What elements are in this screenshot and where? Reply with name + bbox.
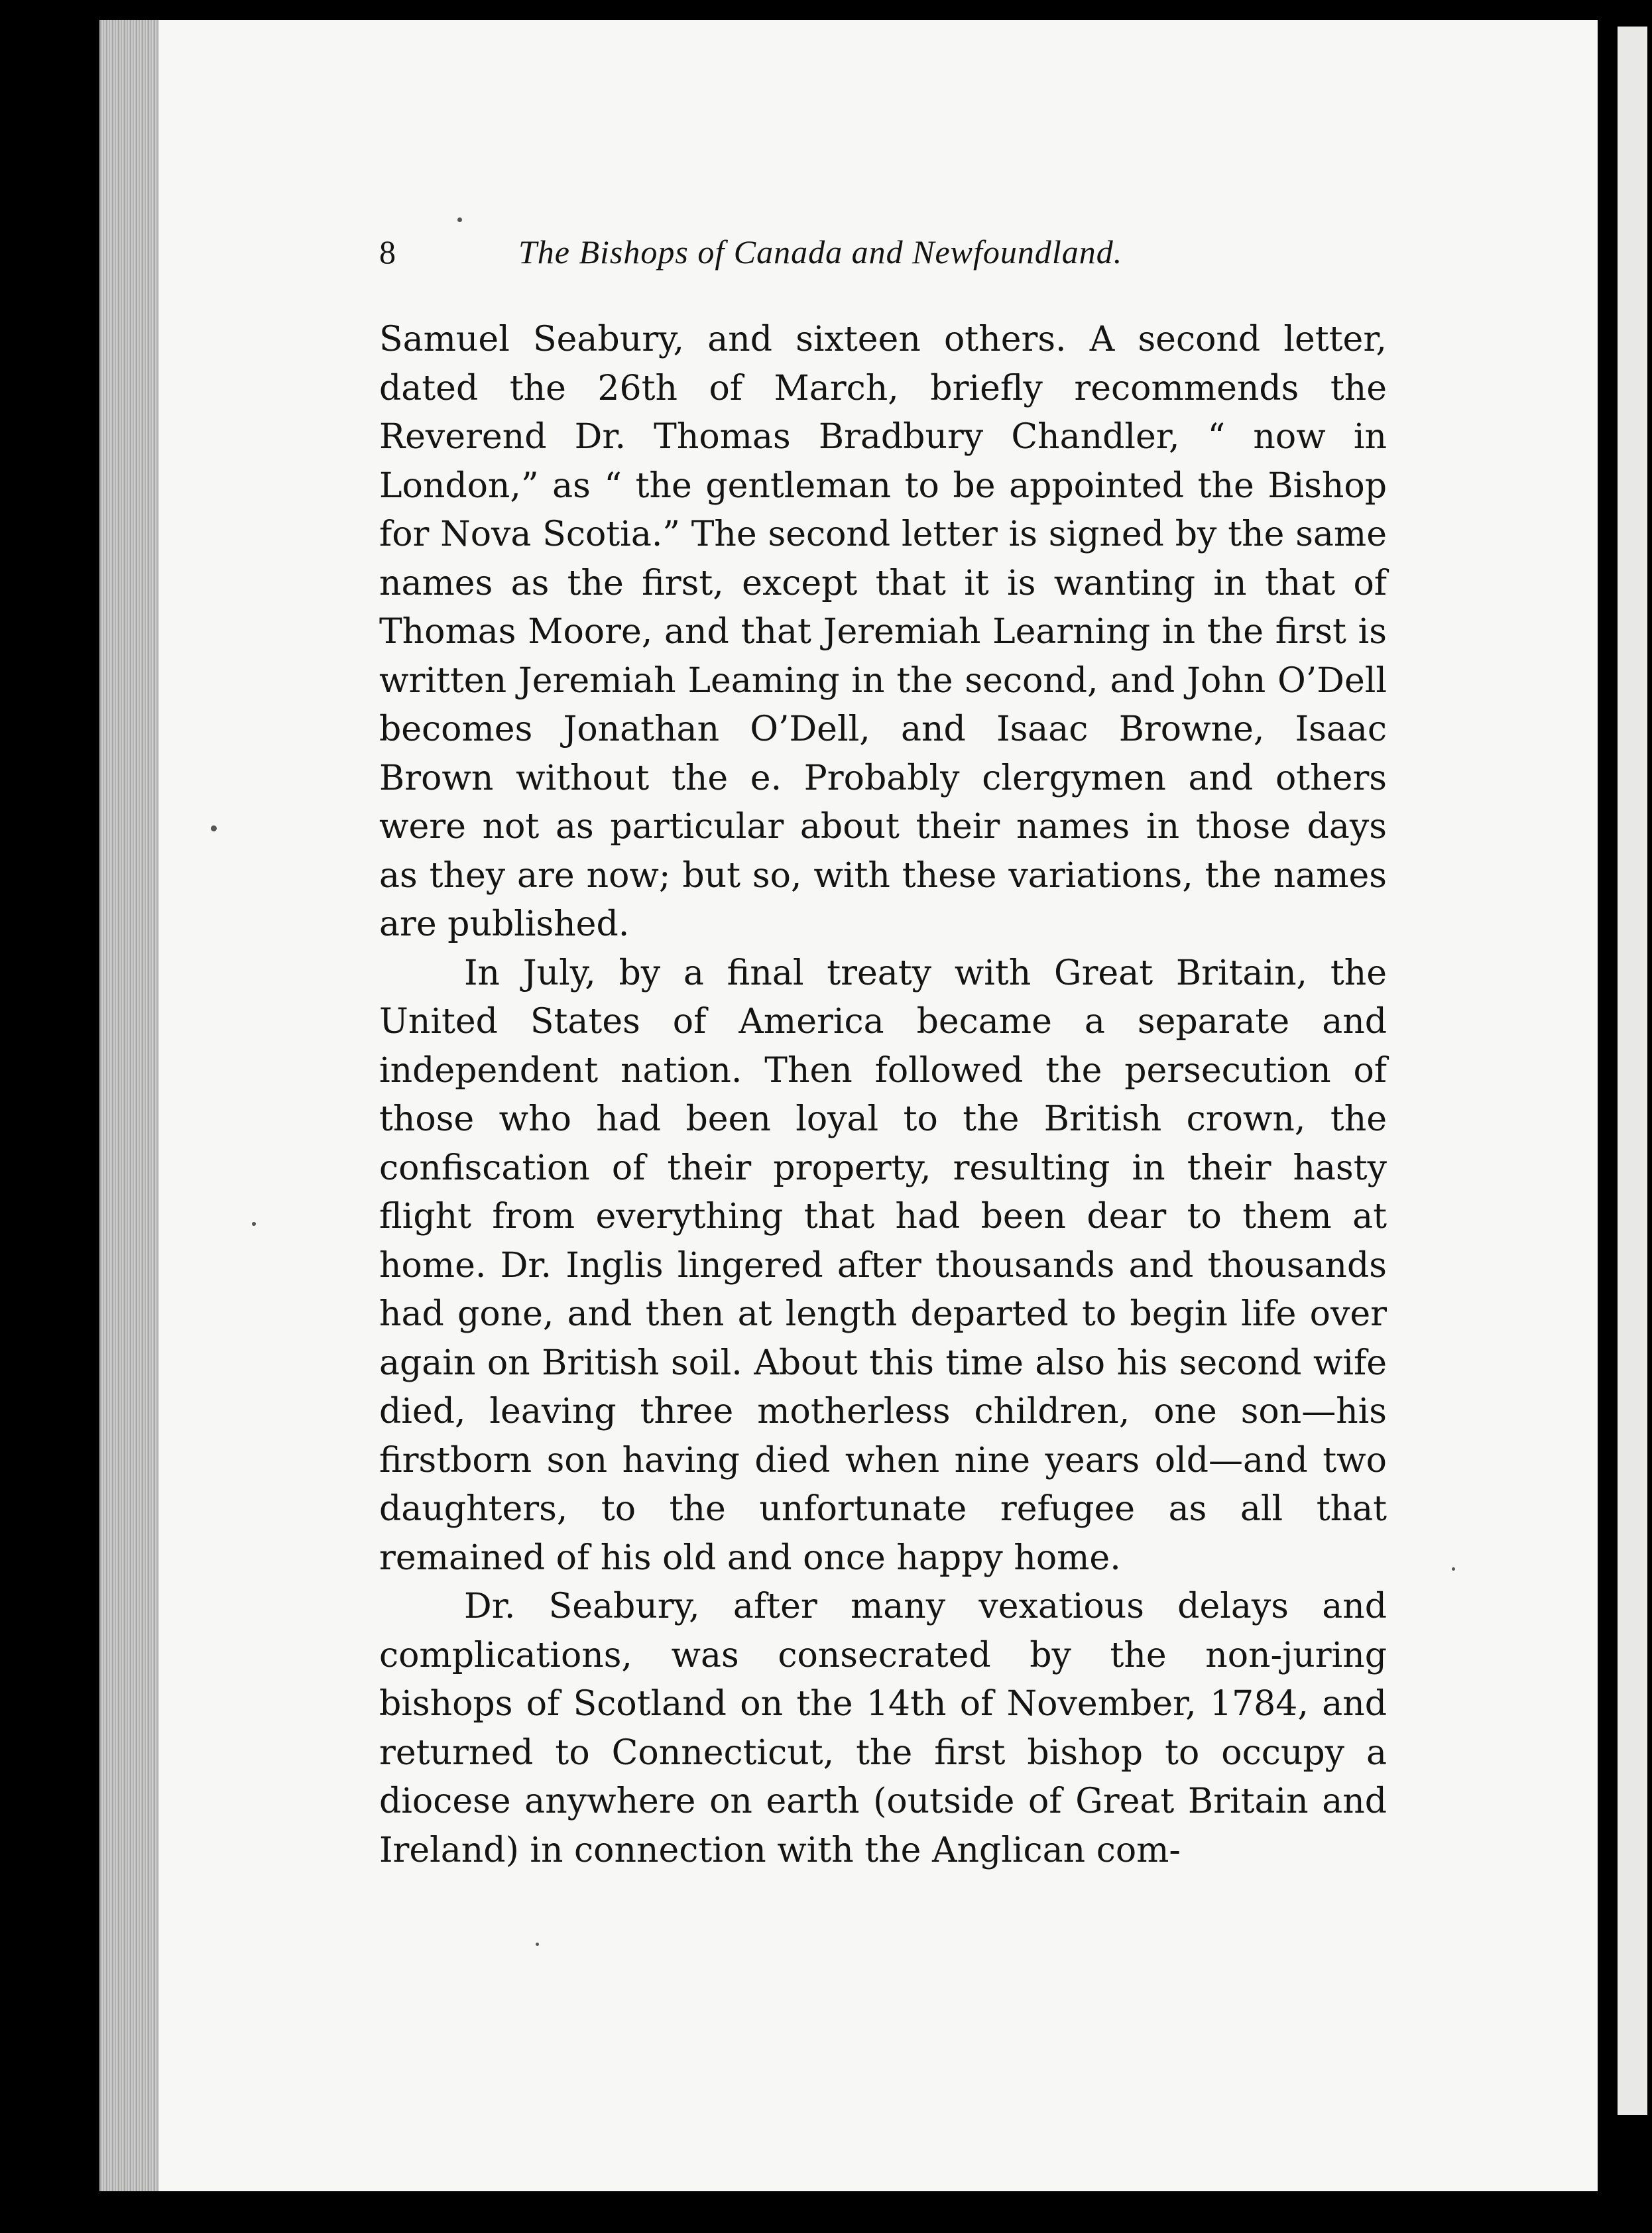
page-number: 8 xyxy=(379,233,396,271)
running-title: The Bishops of Canada and Newfoundland. xyxy=(518,233,1123,271)
paragraph: Dr. Seabury, after many vexatious delays and complications, was consecrated by the non-juring bishops of Scotland on the 14th of November, 1784, and returned to Connecticut, the first bishop to occupy a diocese anywhere on earth (outside of Great Britain and Ireland) in connection with the Anglican com- xyxy=(379,1587,1387,1870)
running-head xyxy=(379,225,1387,278)
paragraph: In July, by a final treaty with Great Britain, the United States of America became a separate and independent nation. Then followed the persecution of those who had been loyal to the British crown, the confiscation of their property, resulting in their hasty flight from everything that had been dear to them at home. Dr. Inglis lingered after thousands and thousands had gone, and then at length departed to begin life over again on British soil. About this time also his second wife died, leaving three motherless children, one son—his firstborn son having died when nine years old—and two daughters, to the unfortunate refugee as all that remained of his old and once happy home. xyxy=(379,953,1387,1578)
speck xyxy=(457,217,462,222)
speck xyxy=(252,1222,256,1226)
speck xyxy=(211,825,217,831)
paragraph: Samuel Seabury, and sixteen others. A second letter, dated the 26th of March, briefly recommends the Reverend Dr. Thomas Bradbury Chandler, “ now in London,” as “ the gentleman to be appointed the Bishop for Nova Scotia.” The second letter is signed by the same names as the first, except that it is wanting in that of Thomas Moore, and that Jeremiah Learning in the first is written Jeremiah Leaming in the second, and John O’Dell becomes Jonathan O’Dell, and Isaac Browne, Isaac Brown without the e. Probably clergymen and others were not as particular about their names in those days as they are now; but so, with these variations, the names are published. xyxy=(379,320,1387,944)
speck xyxy=(1452,1567,1455,1571)
speck xyxy=(536,1943,539,1946)
body-text xyxy=(379,316,1387,1875)
binding-edge xyxy=(99,20,159,2191)
next-page-edge xyxy=(1618,27,1647,2115)
